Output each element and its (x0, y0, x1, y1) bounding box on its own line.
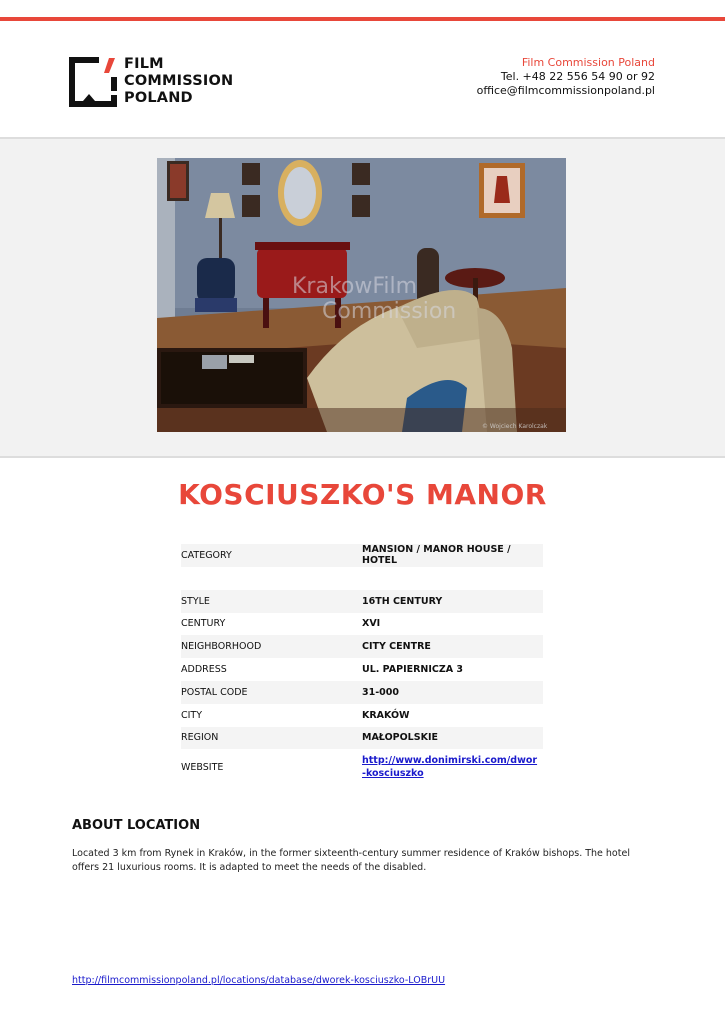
location-details-table (181, 544, 543, 785)
detail-key (181, 567, 362, 590)
detail-value: KRAKÓW (362, 709, 410, 721)
detail-row-century (181, 613, 543, 636)
detail-row-category (181, 544, 543, 567)
detail-key: NEIGHBORHOOD (181, 635, 362, 658)
detail-value: 31-000 (362, 681, 543, 704)
about-heading: ABOUT LOCATION (72, 818, 201, 833)
photo-watermark-line-1: KrakowFilm (292, 274, 418, 299)
about-text: Located 3 km from Rynek in Kraków, in the former sixteenth-century summer residence of Kraków bishops. The hotel offers 21 luxurious rooms. It is adapted to meet the needs of the disabled. (72, 848, 630, 873)
organization-name: Film Commission Poland (521, 56, 655, 69)
detail-value: MANSION / MANOR HOUSE / HOTEL (362, 544, 543, 567)
logo-mark-icon (69, 57, 117, 107)
hero-section (0, 137, 725, 458)
detail-value: MAŁOPOLSKIE (362, 727, 543, 750)
detail-key: ADDRESS (181, 664, 227, 676)
detail-key: CATEGORY (181, 544, 362, 567)
interior-illustration (157, 158, 566, 432)
detail-value: UL. PAPIERNICZA 3 (362, 664, 464, 676)
page-header (0, 21, 725, 137)
photo-credit: © Wojciech Karolczak (482, 423, 548, 430)
detail-key: POSTAL CODE (181, 681, 362, 704)
detail-row-postal-code (181, 681, 543, 704)
detail-row-region (181, 727, 543, 750)
film-commission-logo[interactable] (69, 57, 239, 109)
logo-wordmark (124, 56, 233, 107)
detail-row-city (181, 704, 543, 727)
detail-value: XVI (362, 618, 381, 630)
contact-block (477, 56, 655, 98)
detail-value (362, 749, 543, 785)
detail-key: CITY (181, 709, 203, 721)
footer-url-link[interactable]: http://filmcommissionpoland.pl/locations/database/dworek-kosciuszko-LOBrUU (72, 975, 446, 986)
detail-value (362, 567, 543, 590)
logo-line-1: FILM (124, 56, 164, 72)
detail-key: WEBSITE (181, 761, 224, 773)
phone-number: Tel. +48 22 556 54 90 or 92 (500, 70, 655, 83)
location-title: KOSCIUSZKO'S MANOR (178, 478, 547, 511)
detail-key: STYLE (181, 590, 362, 613)
detail-key: REGION (181, 727, 362, 750)
detail-value: CITY CENTRE (362, 635, 543, 658)
logo-line-2: COMMISSION (124, 73, 234, 89)
detail-key: CENTURY (181, 618, 226, 630)
email-address[interactable]: office@filmcommissionpoland.pl (476, 84, 655, 97)
detail-value: 16TH CENTURY (362, 590, 543, 613)
location-photo (157, 158, 566, 432)
website-link[interactable]: http://www.donimirski.com/dwor-kosciuszko (362, 755, 538, 780)
photo-watermark-line-2: Commission (322, 299, 457, 324)
detail-row-neighborhood (181, 635, 543, 658)
detail-row-style (181, 590, 543, 613)
detail-row-website (181, 749, 543, 785)
detail-row-empty (181, 567, 543, 590)
detail-row-address (181, 658, 543, 681)
logo-line-3: POLAND (124, 90, 193, 106)
